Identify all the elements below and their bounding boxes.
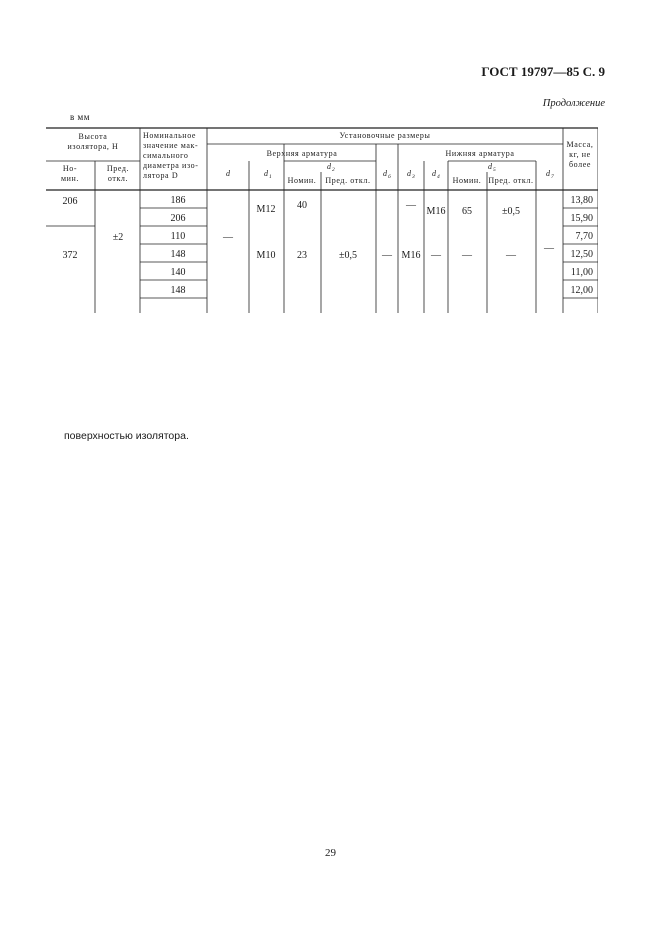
- cell-diam-1: 186: [170, 195, 186, 206]
- cell-tol05: ±0,5: [339, 250, 357, 261]
- body-text: поверхностью изолятора.: [64, 430, 189, 442]
- cell-d3-dash: —: [406, 200, 416, 211]
- cell-mass-4: 12,50: [570, 249, 593, 260]
- cell-tol: ±2: [112, 232, 124, 243]
- hdr-d2-predotkl: Пред. откл.: [325, 176, 371, 185]
- cell-diam-3: 110: [170, 231, 186, 242]
- cell-h206: 206: [62, 196, 78, 207]
- hdr-diameter-2: значение мак-: [143, 141, 199, 150]
- units-label: в мм: [70, 112, 90, 122]
- hdr-lower: Нижняя арматура: [445, 149, 515, 158]
- hdr-d2: d: [327, 162, 331, 171]
- page-number: 29: [325, 847, 336, 859]
- cell-mass-5: 11,00: [570, 267, 593, 278]
- hdr-d1: d: [264, 169, 268, 178]
- hdr-d5-sub: 5: [493, 167, 496, 173]
- cell-d5n-dash: —: [462, 250, 472, 261]
- hdr-d2-sub: 2: [332, 167, 335, 173]
- hdr-height: Высота: [78, 132, 108, 141]
- cell-mass-6: 12,00: [570, 285, 593, 296]
- hdr-d5-predotkl: Пред. откл.: [488, 176, 534, 185]
- hdr-d5: d: [488, 162, 492, 171]
- hdr-tol2: откл.: [107, 174, 129, 183]
- continuation-label: Продолжение: [542, 98, 605, 109]
- hdr-upper: Верхняя арматура: [266, 149, 338, 158]
- cell-d5t-dash: —: [506, 250, 516, 261]
- cell-m16-top: M16: [426, 206, 446, 217]
- cell-d7-dash: —: [544, 243, 554, 254]
- cell-d6-dash: —: [382, 250, 392, 261]
- hdr-diameter-3: симального: [143, 151, 189, 160]
- cell-h372: 372: [62, 250, 78, 261]
- hdr-d7-sub: 7: [551, 174, 554, 180]
- hdr-d3-sub: 3: [412, 174, 415, 180]
- hdr-d6-sub: 6: [388, 174, 391, 180]
- cell-mass-3: 7,70: [575, 231, 593, 242]
- cell-40: 40: [297, 200, 307, 211]
- cell-diam-2: 206: [170, 213, 186, 224]
- hdr-d4-sub: 4: [437, 174, 440, 180]
- hdr-mass-2: кг, не: [569, 150, 591, 159]
- hdr-diameter-4: диаметра изо-: [143, 161, 199, 170]
- hdr-mass-3: более: [568, 160, 592, 169]
- hdr-height2: изолятора, Н: [67, 142, 119, 151]
- cell-m12: M12: [256, 204, 276, 215]
- hdr-tol: Пред.: [106, 164, 130, 173]
- hdr-nominal: Но-: [62, 164, 78, 173]
- hdr-d3: d: [407, 169, 411, 178]
- cell-d4-dash: —: [431, 250, 441, 261]
- cell-mass-1: 13,80: [570, 195, 593, 206]
- hdr-d: d: [226, 169, 230, 178]
- cell-diam-6: 148: [170, 285, 186, 296]
- hdr-d6: d: [383, 169, 387, 178]
- hdr-d1-sub: 1: [269, 174, 272, 180]
- hdr-d7: d: [546, 169, 550, 178]
- cell-tol05b: ±0,5: [502, 206, 520, 217]
- cell-diam-4: 148: [170, 249, 186, 260]
- standard-header: ГОСТ 19797—85 С. 9: [481, 64, 605, 79]
- cell-diam-5: 140: [170, 267, 186, 278]
- cell-m10: M10: [256, 250, 276, 261]
- hdr-diameter-5: лятора D: [143, 171, 179, 180]
- cell-23: 23: [297, 250, 307, 261]
- hdr-d2-nomin: Номин.: [287, 176, 317, 185]
- cell-65: 65: [462, 206, 472, 217]
- hdr-d5-nomin: Номин.: [452, 176, 482, 185]
- hdr-mass-1: Масса,: [566, 140, 594, 149]
- cell-m16-bot: M16: [401, 250, 421, 261]
- hdr-nominal2: мин.: [60, 174, 80, 183]
- dimensions-table: [46, 127, 598, 313]
- hdr-install: Установочные размеры: [339, 131, 431, 140]
- hdr-d4: d: [432, 169, 436, 178]
- hdr-diameter-1: Номинальное: [143, 131, 197, 140]
- cell-mass-2: 15,90: [570, 213, 593, 224]
- cell-d-dash: —: [223, 232, 233, 243]
